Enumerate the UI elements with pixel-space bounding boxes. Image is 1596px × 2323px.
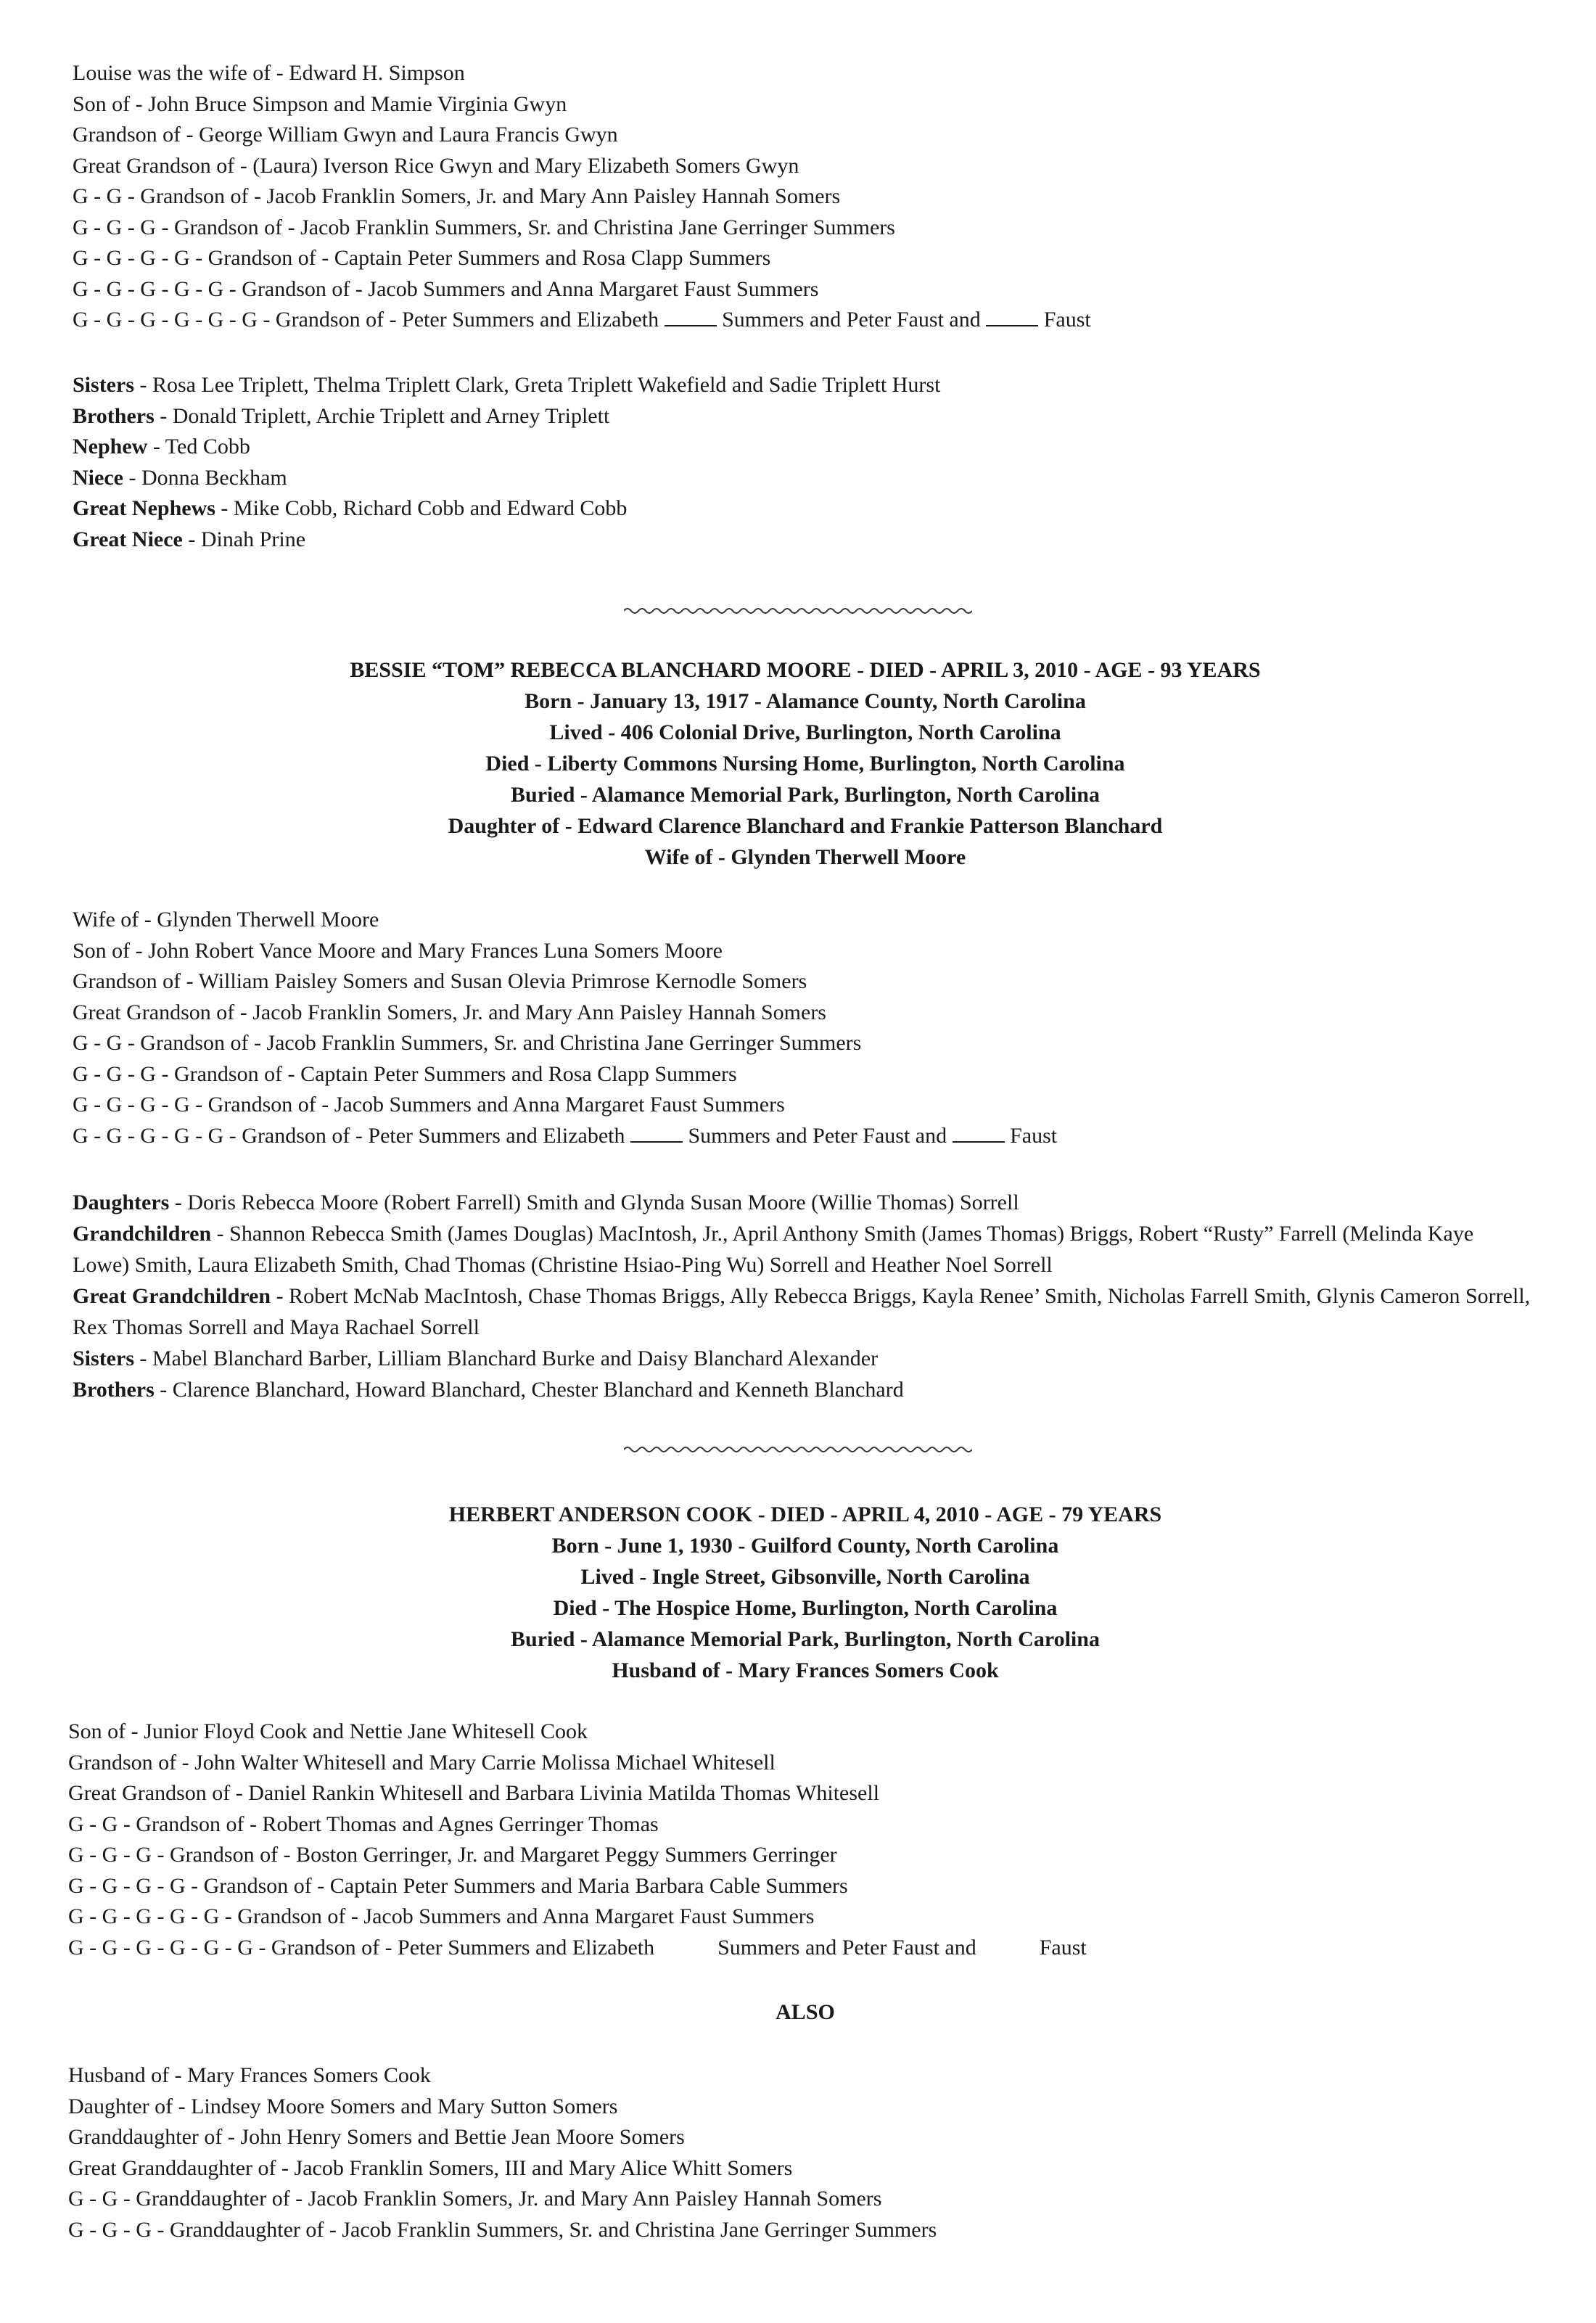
lineage-line: Husband of - Mary Frances Somers Cook (68, 2063, 431, 2087)
lineage-line: G - G - G - Grandson of - Jacob Franklin Summers, Sr. and Christina Jane Gerringer Summers (73, 215, 895, 239)
lineage-line: Great Grandson of - Daniel Rankin Whitesell and Barbara Livinia Matilda Thomas Whitesell (68, 1781, 880, 1805)
wavy-line-icon (624, 606, 972, 615)
obituary-title: HERBERT ANDERSON COOK - DIED - APRIL 4, 2010 - AGE - 79 YEARS (448, 1502, 1162, 1526)
relative-names: - Dinah Prine (182, 527, 306, 551)
lineage-line: Son of - John Robert Vance Moore and Mary Frances Luna Somers Moore (73, 938, 723, 963)
lineage-line: Grandson of - John Walter Whitesell and Mary Carrie Molissa Michael Whitesell (68, 1750, 776, 1775)
lineage-line-last (73, 305, 1538, 336)
lineage-line: G - G - G - G - Grandson of - Jacob Summers and Anna Margaret Faust Summers (73, 1093, 785, 1117)
lineage-line-last (73, 1121, 1538, 1152)
heading-line: Died - The Hospice Home, Burlington, North Carolina (553, 1596, 1058, 1620)
relative-line (73, 401, 1538, 432)
relative-label: Brothers (73, 1378, 155, 1402)
lineage-line: Great Grandson of - (Laura) Iverson Rice Gwyn and Mary Elizabeth Somers Gwyn (73, 153, 799, 178)
record-cook-also-lineage (68, 2060, 1534, 2245)
lineage-line: Daughter of - Lindsey Moore Somers and Mary Sutton Somers (68, 2094, 618, 2118)
relative-names: - Mabel Blanchard Barber, Lilliam Blanchard Burke and Daisy Blanchard Alexander (134, 1346, 879, 1370)
lineage-line: Great Grandson of - Jacob Franklin Somers, Jr. and Mary Ann Paisley Hannah Somers (73, 1000, 826, 1024)
lineage-line: Grandson of - George William Gwyn and Laura Francis Gwyn (73, 123, 618, 147)
heading-line: Died - Liberty Commons Nursing Home, Burlington, North Carolina (485, 752, 1125, 776)
lineage-line: G - G - Grandson of - Jacob Franklin Summers, Sr. and Christina Jane Gerringer Summers (73, 1031, 862, 1055)
obituary-title: BESSIE “TOM” REBECCA BLANCHARD MOORE - DIED - APRIL 3, 2010 - AGE - 93 YEARS (350, 658, 1261, 682)
lineage-line: Great Granddaughter of - Jacob Franklin Somers, III and Mary Alice Whitt Somers (68, 2155, 793, 2180)
relative-paragraph (73, 1218, 1531, 1280)
lineage-text: G - G - G - G - G - G - Grandson of - Peter Summers and Elizabeth (68, 1935, 655, 1960)
relative-paragraph (73, 1187, 1531, 1218)
lineage-line: G - G - Grandson of - Robert Thomas and Agnes Gerringer Thomas (68, 1812, 659, 1836)
relative-names: - Shannon Rebecca Smith (James Douglas) MacIntosh, Jr., April Anthony Smith (James Thomas) Briggs, Robert “Rusty” Farrell (Melinda Kaye Lowe) Smith, Laura Elizabeth Smith, Chad Thomas (Christine Hsiao-Ping Wu) Sorrell and Heather Noel Sorrell (73, 1222, 1474, 1277)
also-heading: ALSO (776, 2000, 835, 2024)
lineage-line: G - G - Granddaughter of - Jacob Franklin Somers, Jr. and Mary Ann Paisley Hannah Somers (68, 2187, 882, 2211)
relative-line (73, 493, 1538, 525)
relative-label: Nephew (73, 435, 148, 459)
relative-names: - Mike Cobb, Richard Cobb and Edward Cobb (215, 496, 628, 520)
record-louise-relatives (73, 370, 1538, 555)
heading-line: Wife of - Glynden Therwell Moore (644, 845, 966, 869)
blank-field (630, 1125, 683, 1143)
relative-names: - Donald Triplett, Archie Triplett and Arney Triplett (154, 403, 610, 428)
lineage-text: Summers and Peter Faust and (722, 308, 981, 332)
lineage-line: G - G - G - G - Grandson of - Captain Peter Summers and Maria Barbara Cable Summers (68, 1873, 848, 1898)
record-cook-heading (73, 1499, 1538, 1686)
relative-names: - Rosa Lee Triplett, Thelma Triplett Clark, Greta Triplett Wakefield and Sadie Triplett Hurst (134, 373, 941, 397)
blank-field (986, 309, 1038, 326)
record-moore-relatives (73, 1187, 1531, 1405)
heading-line: Daughter of - Edward Clarence Blanchard and Frankie Patterson Blanchard (448, 814, 1163, 838)
lineage-line: Wife of - Glynden Therwell Moore (73, 908, 379, 932)
relative-label: Daughters (73, 1191, 170, 1214)
lineage-line: Louise was the wife of - Edward H. Simpson (73, 61, 465, 85)
section-divider (624, 605, 972, 615)
lineage-line: G - G - G - Granddaughter of - Jacob Franklin Summers, Sr. and Christina Jane Gerringer Summers (68, 2217, 937, 2242)
lineage-line: G - G - G - G - G - Grandson of - Jacob Summers and Anna Margaret Faust Summers (68, 1904, 815, 1928)
lineage-line-last (68, 1933, 1534, 1964)
record-moore-heading (73, 654, 1538, 873)
relative-line (73, 525, 1538, 556)
relative-line (73, 370, 1538, 401)
relative-label: Great Nephews (73, 496, 215, 520)
heading-line: Born - January 13, 1917 - Alamance County, North Carolina (525, 689, 1086, 713)
relative-names: - Ted Cobb (147, 435, 250, 459)
lineage-text: Summers and Peter Faust and (717, 1935, 976, 1960)
also-heading-wrap (73, 1997, 1538, 2028)
relative-label: Great Niece (73, 527, 183, 551)
lineage-text: Faust (1039, 1935, 1087, 1960)
relative-label: Grandchildren (73, 1222, 212, 1246)
section-divider (624, 1444, 972, 1454)
lineage-text: Faust (1043, 308, 1091, 332)
relative-names: - Clarence Blanchard, Howard Blanchard, Chester Blanchard and Kenneth Blanchard (154, 1378, 904, 1402)
relative-label: Niece (73, 465, 123, 490)
lineage-line: G - G - Grandson of - Jacob Franklin Somers, Jr. and Mary Ann Paisley Hannah Somers (73, 184, 841, 208)
relative-paragraph (73, 1374, 1531, 1405)
lineage-line: Son of - Junior Floyd Cook and Nettie Jane Whitesell Cook (68, 1719, 588, 1743)
lineage-line: Son of - John Bruce Simpson and Mamie Virginia Gwyn (73, 91, 567, 116)
blank-field (953, 1125, 1005, 1143)
record-moore-lineage (73, 905, 1538, 1151)
heading-line: Buried - Alamance Memorial Park, Burlington, North Carolina (511, 783, 1100, 807)
record-louise-lineage (73, 58, 1538, 336)
relative-label: Sisters (73, 373, 134, 397)
heading-line: Lived - 406 Colonial Drive, Burlington, North Carolina (549, 720, 1061, 744)
record-cook-lineage (68, 1716, 1534, 1963)
relative-names: - Robert McNab MacIntosh, Chase Thomas Briggs, Ally Rebecca Briggs, Kayla Renee’ Smith, Nicholas Farrell Smith, Glynis Cameron Sorrell, Rex Thomas Sorrell and Maya Rachael Sorrell (73, 1284, 1531, 1339)
lineage-text: G - G - G - G - G - Grandson of - Peter Summers and Elizabeth (73, 1123, 625, 1148)
lineage-text: Faust (1010, 1123, 1058, 1148)
relative-line (73, 432, 1538, 463)
lineage-line: Granddaughter of - John Henry Somers and Bettie Jean Moore Somers (68, 2125, 685, 2149)
relative-label: Sisters (73, 1346, 134, 1370)
lineage-line: G - G - G - Grandson of - Boston Gerringer, Jr. and Margaret Peggy Summers Gerringer (68, 1843, 837, 1867)
lineage-line: G - G - G - G - G - Grandson of - Jacob Summers and Anna Margaret Faust Summers (73, 276, 819, 301)
lineage-text: G - G - G - G - G - G - Grandson of - Peter Summers and Elizabeth (73, 308, 659, 332)
relative-names: - Donna Beckham (123, 465, 287, 490)
heading-line: Husband of - Mary Frances Somers Cook (612, 1658, 999, 1682)
lineage-line: Grandson of - William Paisley Somers and Susan Olevia Primrose Kernodle Somers (73, 969, 807, 993)
relative-label: Brothers (73, 403, 155, 428)
blank-field (665, 309, 717, 326)
heading-line: Buried - Alamance Memorial Park, Burlington, North Carolina (511, 1627, 1100, 1651)
heading-line: Born - June 1, 1930 - Guilford County, North Carolina (551, 1534, 1059, 1558)
relative-label: Great Grandchildren (73, 1284, 271, 1308)
wavy-line-icon (624, 1444, 972, 1454)
relative-paragraph (73, 1280, 1531, 1343)
relative-names: - Doris Rebecca Moore (Robert Farrell) Smith and Glynda Susan Moore (Willie Thomas) Sorrell (169, 1191, 1019, 1214)
heading-line: Lived - Ingle Street, Gibsonville, North Carolina (580, 1565, 1030, 1589)
lineage-line: G - G - G - G - Grandson of - Captain Peter Summers and Rosa Clapp Summers (73, 246, 771, 270)
relative-paragraph (73, 1343, 1531, 1374)
relative-line (73, 463, 1538, 494)
lineage-line: G - G - G - Grandson of - Captain Peter Summers and Rosa Clapp Summers (73, 1061, 737, 1086)
lineage-text: Summers and Peter Faust and (688, 1123, 947, 1148)
